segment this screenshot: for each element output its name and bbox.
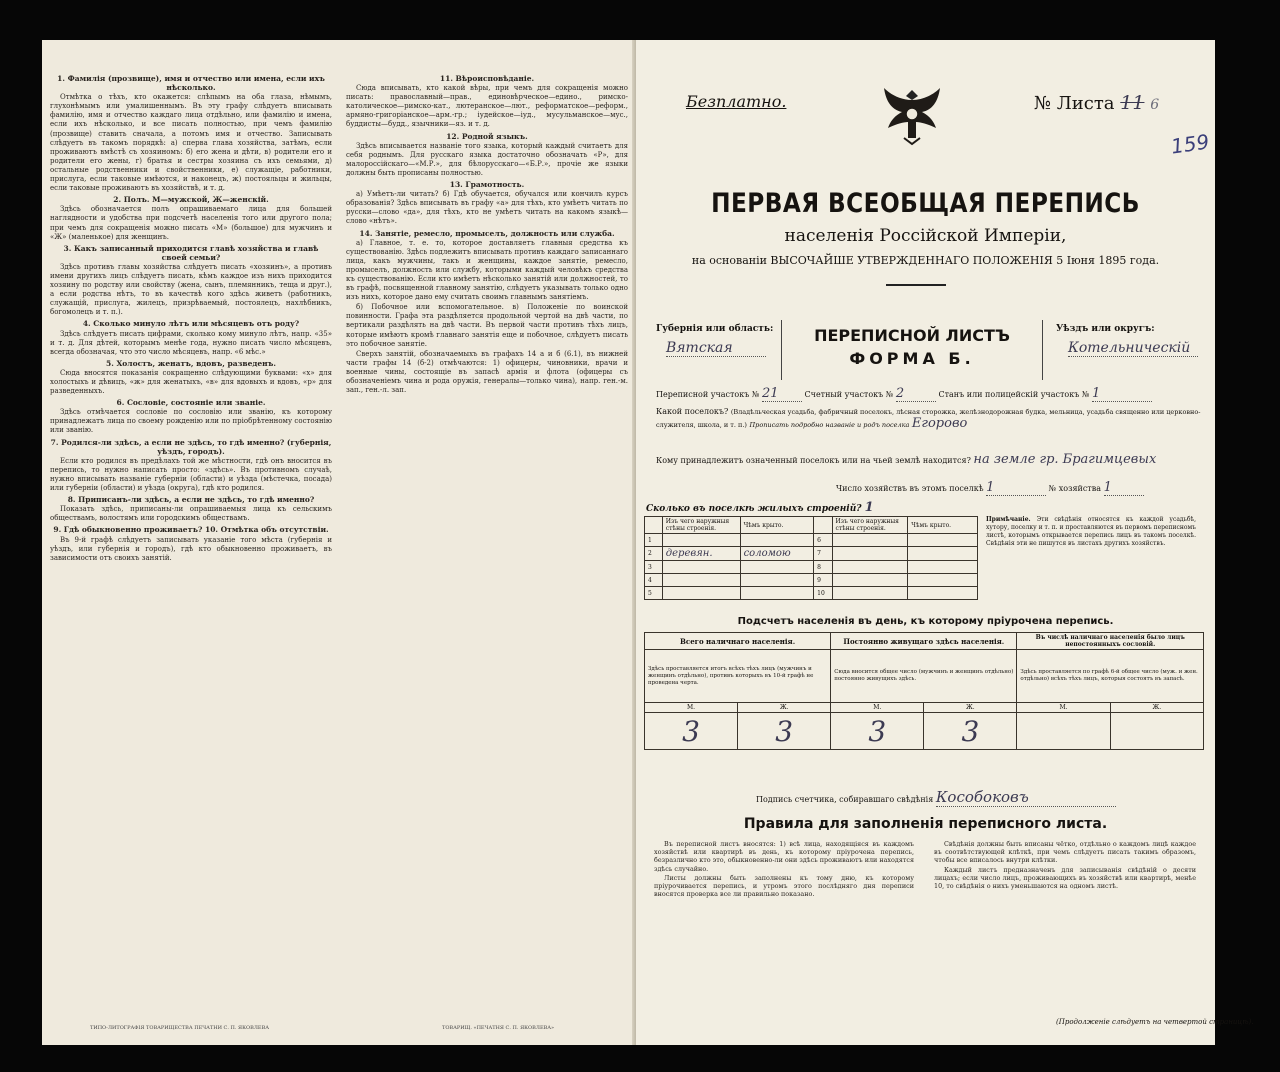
instruction-text: Сюда вписывать, кто какой вѣры, при чемъ для сокращенія можно писать: православный—прав., единовѣрческое—едино., римско-католическое—римско-кат., лютеранское—лют., реформатское—реформ., армяно-григоріанское—арм.-гр.; іудейское—іуд., мусульманское—мус., буддисты—будд., язычники—яз. и т. д. bbox=[346, 84, 628, 129]
pop-desc-resident: Сюда вносится общее число (мужчинъ и женщинъ отдѣльно) постоянно живущихъ здѣсь. bbox=[831, 650, 1017, 703]
pop-value: 3 bbox=[831, 713, 924, 750]
instructions-right-column bbox=[346, 72, 628, 1017]
buildings-row bbox=[645, 561, 978, 574]
instruction-heading: 14. Занятіе, ремесло, промыселъ, должность или служба. bbox=[359, 228, 615, 238]
pop-sub-zh: Ж. bbox=[738, 703, 831, 713]
population-title: Подсчетъ населенія въ день, къ которому пріурочена перепись. bbox=[737, 616, 1114, 627]
instruction-text: Здѣсь вписывается названіе того языка, который каждый считаетъ для себя роднымъ. Для русскаго языка достаточно обозначать «Р», для малороссійскаго—«М.Р.», для бѣлорусскаго—«Б.Р.», прочіе же языки должны быть прописаны полностью. bbox=[346, 141, 628, 177]
buildings-cell: 4 bbox=[645, 574, 663, 587]
buildings-note: Эти свѣдѣнія относятся къ каждой усадьбѣ, хутору, поселку и т. п. и проставляются въ первомъ переписномъ листѣ, которымъ открывается перепись лицъ въ такомъ поселкѣ. Свѣдѣнія эти не пишутся въ листахъ другихъ хозяйствъ. bbox=[986, 516, 1196, 547]
household-number-label: № хозяйства bbox=[1048, 484, 1102, 493]
buildings-cell: 5 bbox=[645, 587, 663, 600]
instruction-text: Здѣсь обозначается полъ опрашиваемаго лица для большей наглядности и удобства при подсчетѣ населенія того или другого пола; при чемъ для сокращенія можно писать «М» (большое) для мужчинъ и «Ж» (маленькое) для женщинъ. bbox=[50, 205, 332, 241]
buildings-row bbox=[645, 587, 978, 600]
buildings-cell bbox=[740, 574, 814, 587]
pop-value bbox=[1017, 713, 1110, 750]
buildings-cell: 1 bbox=[645, 534, 663, 547]
instruction-heading: 12. Родной языкъ. bbox=[446, 131, 528, 141]
pop-sub-zh: Ж. bbox=[1110, 703, 1203, 713]
buildings-cell bbox=[832, 547, 908, 561]
buildings-cell bbox=[832, 561, 908, 574]
pop-value: 3 bbox=[738, 713, 831, 750]
buildings-cell bbox=[740, 561, 814, 574]
instruction-text: Здѣсь противъ главы хозяйства слѣдуетъ писать «хозяинъ», а противъ имени другихъ лицъ слѣдуетъ писать, кѣмъ каждое изъ нихъ приходится хозяину по родству или свойству (жена, сынъ, племянникъ, теща и друг.), а если родства нѣтъ, то въ качествѣ кого здѣсь живетъ (работникъ, служащій, прислуга, жилецъ, призрѣваемый, постоялецъ, нахлѣбникъ, богомолецъ и т. п.). bbox=[50, 262, 332, 317]
form-type: ФОРМА Б. bbox=[849, 349, 975, 368]
count-district-value: 2 bbox=[896, 386, 936, 402]
rule-paragraph: Въ переписной листъ вносятся: 1) всѣ лица, находящіяся въ каждомъ хозяйствѣ или квартирѣ въ день, къ которому пріурочена перепись, безразлично кто это, обыкновенно-ли они здѣсь проживаютъ или находятся здѣсь случайно. bbox=[654, 840, 914, 873]
imperial-eagle-emblem bbox=[880, 84, 944, 150]
settlement-value: Егорово bbox=[911, 416, 968, 431]
form-title: ПЕРЕПИСНОЙ ЛИСТЪ bbox=[814, 326, 1010, 345]
pop-desc-present: Здѣсь проставляется итогъ всѣхъ тѣхъ лицъ (мужчинъ и женщинъ отдѣльно), противъ которыхъ въ 10-й графѣ не проведена черта. bbox=[645, 650, 831, 703]
buildings-cell: 10 bbox=[814, 587, 832, 600]
rule-paragraph: Листы должны быть заполнены къ тому дню, къ которому пріурочивается перепись, и утромъ этого послѣдняго дня переписи вносятся проверка все ли правильно показано. bbox=[654, 873, 914, 899]
title-divider bbox=[886, 284, 946, 286]
instruction-heading: 7. Родился-ли здѣсь, а если не здѣсь, то гдѣ именно? (губернія, уѣздъ, городъ). bbox=[50, 437, 332, 456]
instruction-text: Здѣсь отмѣчается сословіе по сословію или званію, къ которому принадлежатъ лица по своему рожденію или по пріобрѣтенному состоянію или званію. bbox=[50, 408, 332, 435]
buildings-cell bbox=[662, 574, 740, 587]
owner-label: Кому принадлежитъ означенный поселокъ или на чьей землѣ находится? bbox=[656, 456, 971, 465]
printer-footer-right: ТОВАРИЩ. «ПЕЧАТНЯ С. П. ЯКОВЛЕВА» bbox=[442, 1025, 555, 1031]
instruction-heading: 3. Какъ записанный приходится главѣ хозяйства и главѣ своей семьи? bbox=[63, 243, 319, 262]
instruction-heading: 9. Гдѣ обыкновенно проживаетъ? 10. Отмѣтка объ отсутствіи. bbox=[53, 525, 329, 535]
instructions-left-column bbox=[50, 72, 332, 1017]
pop-value: 3 bbox=[924, 713, 1017, 750]
buildings-cell: 7 bbox=[814, 547, 832, 561]
enumerator-signature: Кособоковъ bbox=[936, 788, 1116, 807]
buildings-cell: соломою bbox=[740, 547, 814, 561]
pop-header-resident: Постоянно живущаго здѣсь населенія. bbox=[831, 633, 1017, 650]
instruction-heading: 2. Полъ. М—мужской, Ж—женскій. bbox=[113, 195, 269, 205]
buildings-cell bbox=[832, 574, 908, 587]
rule-paragraph: Свѣдѣнія должны быть вписаны чётко, отдѣльно о каждомъ лицѣ каждое въ соотвѣтствующей клѣткѣ, при чемъ слѣдуетъ писать такимъ образомъ, чтобы все вписалось внутри клѣтки. bbox=[934, 840, 1196, 865]
stan-value: 1 bbox=[1092, 386, 1152, 402]
buildings-row bbox=[645, 547, 978, 561]
buildings-cell bbox=[908, 561, 978, 574]
settlement-label: Какой поселокъ? bbox=[656, 407, 729, 416]
instruction-text: Сюда вносятся показанія сокращенно слѣдующими буквами: «х» для холостыхъ и дѣвицъ, «ж» для женатыхъ, «в» для вдовыхъ и вдовъ, «р» для разведенныхъ. bbox=[50, 368, 332, 396]
sheet-number-value: 11 bbox=[1120, 92, 1145, 114]
buildings-cell bbox=[740, 534, 814, 547]
households-label: Число хозяйствъ въ этомъ поселкѣ bbox=[836, 484, 984, 493]
buildings-cell bbox=[662, 587, 740, 600]
buildings-cell bbox=[740, 587, 814, 600]
buildings-cell: 2 bbox=[645, 547, 663, 561]
buildings-value: 1 bbox=[864, 500, 874, 515]
household-number-value: 1 bbox=[1104, 480, 1144, 496]
settlement-note: (Владѣльческая усадьба, фабричный поселокъ, лѣсная сторожка, желѣзнодорожная будка, мельница, усадьба священно или церковно-служителя, школа, и т. п.) bbox=[656, 408, 1201, 429]
instruction-heading: 8. Приписанъ-ли здѣсь, а если не здѣсь, то гдѣ именно? bbox=[67, 495, 315, 505]
census-main-title: ПЕРВАЯ ВСЕОБЩАЯ ПЕРЕПИСЬ bbox=[711, 188, 1140, 219]
population-table bbox=[644, 632, 1204, 750]
settlement-write-hint: Прописать подробно названіе и родъ поселка bbox=[749, 421, 910, 429]
buildings-cell: 3 bbox=[645, 561, 663, 574]
uezd-value: Котельническій bbox=[1068, 340, 1198, 357]
census-district-value: 21 bbox=[762, 386, 802, 402]
instruction-text: Въ 9-й графѣ слѣдуетъ записывать указаніе того мѣста (губернія и уѣздъ, или губернія и городъ), гдѣ кто обыкновенно проживаетъ, въ зависимости отъ своихъ занятій. bbox=[50, 535, 332, 562]
buildings-cell bbox=[662, 534, 740, 547]
right-page bbox=[636, 40, 1254, 1045]
instruction-heading: 11. Вѣроисповѣданіе. bbox=[439, 74, 535, 83]
instruction-text: а) Главное, т. е. то, которое доставляетъ главныя средства къ существованію. Здѣсь подлежитъ вписывать противъ каждаго записаннаго лица, какъ мужчины, такъ и женщины, каждое занятіе, ремесло, промыселъ, должность или службу, которыми каждый человѣкъ средства къ существованію. Если кто имѣетъ нѣсколько занятій или должностей, то въ графѣ, посвященной главному занятію, слѣдуетъ указывать только одно изъ нихъ, которое дано ему считать своимъ главнымъ занятіемъ. bbox=[346, 238, 628, 302]
rules-left-column bbox=[654, 840, 914, 1030]
printer-footer-left: ТИПО-ЛИТОГРАФІЯ ТОВАРИЩЕСТВА ПЕЧАТНИ С. П. ЯКОВЛЕВА bbox=[90, 1025, 270, 1031]
buildings-cell bbox=[832, 587, 908, 600]
left-page bbox=[42, 40, 636, 1045]
instruction-text: Показать здѣсь, приписаны-ли опрашиваемыя лица къ сельскимъ обществамъ, волостямъ или городскимъ обществамъ. bbox=[50, 505, 332, 523]
buildings-label: Сколько въ поселкѣ жилыхъ строеній? bbox=[646, 504, 862, 514]
instruction-text: Отмѣтка о тѣхъ, кто окажется: слѣпымъ на оба глаза, нѣмымъ, глухонѣмымъ или умалишеннымъ. Въ эту графу слѣдуетъ вписывать фамилію, имя и отчество каждаго лица отдѣльно, или фамилію и имена, если ихъ нѣсколько, и все писать полностью, при чемъ фамилію (прозвище) ставить сначала, а потомъ имя и отчество. Записывать слѣдуетъ въ такомъ порядкѣ: а) сперва глава хозяйства, затѣмъ, если проживаютъ вмѣстѣ съ хозяиномъ: б) его жена и дѣти, в) родители его и родители его жены, г) братья и сестры хозяина съ ихъ семьями, д) остальные родственники и свойственники, е) служащіе, работники, прислуга, если таковые имѣются, и наконецъ, ж) постояльцы и жильцы, если таковые проживаютъ въ хозяйствѣ, и т. д. bbox=[50, 93, 332, 193]
sheet-number-pencil: 6 bbox=[1150, 97, 1160, 113]
count-district-label: Счетный участокъ № bbox=[804, 390, 894, 399]
buildings-table bbox=[644, 516, 978, 600]
continue-note: (Продолженіе слѣдуетъ на четвертой страницѣ). bbox=[1056, 1018, 1254, 1026]
instruction-text: б) Побочное или вспомогательное. в) Положеніе по воинской повинности. Графа эта раздѣляется продольной чертой на двѣ части, по вертикали раздѣлять на двѣ части. Въ первой части противъ тѣхъ лицъ, которые имѣютъ кромѣ главнаго занятія еще и побочное, слѣдуетъ писать это побочное занятіе. bbox=[346, 303, 628, 348]
free-label: Безплатно. bbox=[686, 92, 787, 111]
buildings-row bbox=[645, 574, 978, 587]
instruction-heading: 5. Холостъ, женатъ, вдовъ, разведенъ. bbox=[106, 358, 276, 368]
pop-header-present: Всего наличнаго населенія. bbox=[645, 633, 831, 650]
instruction-heading: 4. Сколько минуло лѣтъ или мѣсяцевъ отъ роду? bbox=[82, 319, 300, 329]
buildings-header-roof: Чѣмъ крыто. bbox=[740, 517, 814, 534]
pop-sub-m: М. bbox=[645, 703, 738, 713]
buildings-cell bbox=[908, 587, 978, 600]
buildings-cell: 8 bbox=[814, 561, 832, 574]
instruction-text: а) Умѣетъ-ли читать? б) Гдѣ обучается, обучался или кончилъ курсъ образованія? Здѣсь вписывать въ графу «а» для тѣхъ, кто умѣетъ читать по русски—слово «да», для тѣхъ, кто не умѣетъ читать на какомъ языкѣ—слово «нѣтъ». bbox=[346, 190, 628, 226]
buildings-cell bbox=[908, 574, 978, 587]
buildings-row bbox=[645, 534, 978, 547]
instruction-text: Сверхъ занятій, обозначаемыхъ въ графахъ 14 а и б (6.1), въ нижней части графы 14 (б-2) отмѣчаются: 1) офицеры, чиновники, врачи и военные чины, состоящіе въ запасѣ армія и флота (офицеры съ обозначеніемъ чина и рода оружія, генералы—только чина), напр. ген.-м. зап., ген.-л. зап. bbox=[346, 349, 628, 395]
census-subtitle: населенія Россійской Имперіи, bbox=[784, 226, 1067, 246]
rules-right-column bbox=[934, 840, 1196, 1015]
form-title-box bbox=[781, 320, 1043, 380]
households-value: 1 bbox=[986, 480, 1046, 496]
pop-desc-transient: Здѣсь проставляется по графѣ 6-й общее число (муж. и жен. отдѣльно) всѣхъ тѣхъ лицъ, которыя состоятъ въ запасѣ. bbox=[1017, 650, 1204, 703]
buildings-cell: 9 bbox=[814, 574, 832, 587]
signature-label: Подпись счетчика, собиравшаго свѣдѣнія bbox=[756, 795, 934, 804]
gubernia-value: Вятская bbox=[666, 340, 766, 357]
pop-header-transient: Въ числѣ наличнаго населенія было лицъ непостоянныхъ сословій. bbox=[1017, 633, 1204, 650]
census-district-label: Переписной участокъ № bbox=[656, 390, 760, 399]
pop-value: 3 bbox=[645, 713, 738, 750]
uezd-label: Уѣздъ или округъ: bbox=[1056, 324, 1155, 334]
pop-value bbox=[1110, 713, 1203, 750]
instruction-heading: 13. Грамотность. bbox=[449, 180, 525, 190]
archive-page-number: 159 bbox=[1169, 129, 1211, 159]
instruction-text: Если кто родился въ предѣлахъ той же мѣстности, гдѣ онъ вносится въ перепись, то нужно написать просто: «здѣсь». Въ противномъ случаѣ, нужно вписывать названіе губерніи (области) и уѣзда (мѣстечка, посада) или губерніи (области) и уѣзда (округа), гдѣ кто родился. bbox=[50, 456, 332, 493]
buildings-cell bbox=[832, 534, 908, 547]
pop-sub-m: М. bbox=[831, 703, 924, 713]
buildings-cell bbox=[908, 534, 978, 547]
rules-title: Правила для заполненія переписного листа. bbox=[743, 816, 1108, 832]
instruction-heading: 6. Сословіе, состояніе или званіе. bbox=[116, 398, 266, 408]
instruction-text: Здѣсь слѣдуетъ писать цифрами, сколько кому минуло лѣтъ, напр. «35» и т. д. Для дѣтей, которымъ менѣе года, нужно писать число мѣсяцевъ, всегда обозначая, что это число мѣсяцевъ, напр. «6 мѣс.» bbox=[50, 329, 332, 356]
gubernia-label: Губернія или область: bbox=[656, 324, 774, 334]
stan-label: Станъ или полицейскій участокъ № bbox=[938, 390, 1090, 399]
rule-paragraph: Каждый листъ предназначенъ для записыванія свѣдѣній о десяти лицахъ; если число лицъ, проживающихъ въ хозяйствѣ или квартирѣ, менѣе 10, то свѣдѣнія о нихъ уменьшаются на одномъ листѣ. bbox=[934, 865, 1196, 891]
owner-value: на земле гр. Брагимцевых bbox=[973, 452, 1157, 467]
instruction-heading: 1. Фамилія (прозвище), имя и отчество или имена, если ихъ нѣсколько. bbox=[57, 74, 325, 93]
pop-sub-zh: Ж. bbox=[924, 703, 1017, 713]
buildings-note-title: Примѣчаніе. bbox=[986, 516, 1031, 523]
census-legal-basis: на основаніи ВЫСОЧАЙШЕ УТВЕРЖДЕННАГО ПОЛОЖЕНІЯ 5 Іюня 1895 года. bbox=[691, 254, 1160, 267]
buildings-cell bbox=[662, 561, 740, 574]
pop-sub-m: М. bbox=[1017, 703, 1110, 713]
buildings-cell bbox=[908, 547, 978, 561]
buildings-header-roof: Чѣмъ крыто. bbox=[908, 517, 978, 534]
buildings-header-walls: Изъ чего наружныя стѣны строенія. bbox=[832, 517, 908, 534]
buildings-header-walls: Изъ чего наружныя стѣны строенія. bbox=[662, 517, 740, 534]
buildings-cell: 6 bbox=[814, 534, 832, 547]
buildings-cell: деревян. bbox=[662, 547, 740, 561]
sheet-number-label: № Листа bbox=[1034, 93, 1115, 114]
